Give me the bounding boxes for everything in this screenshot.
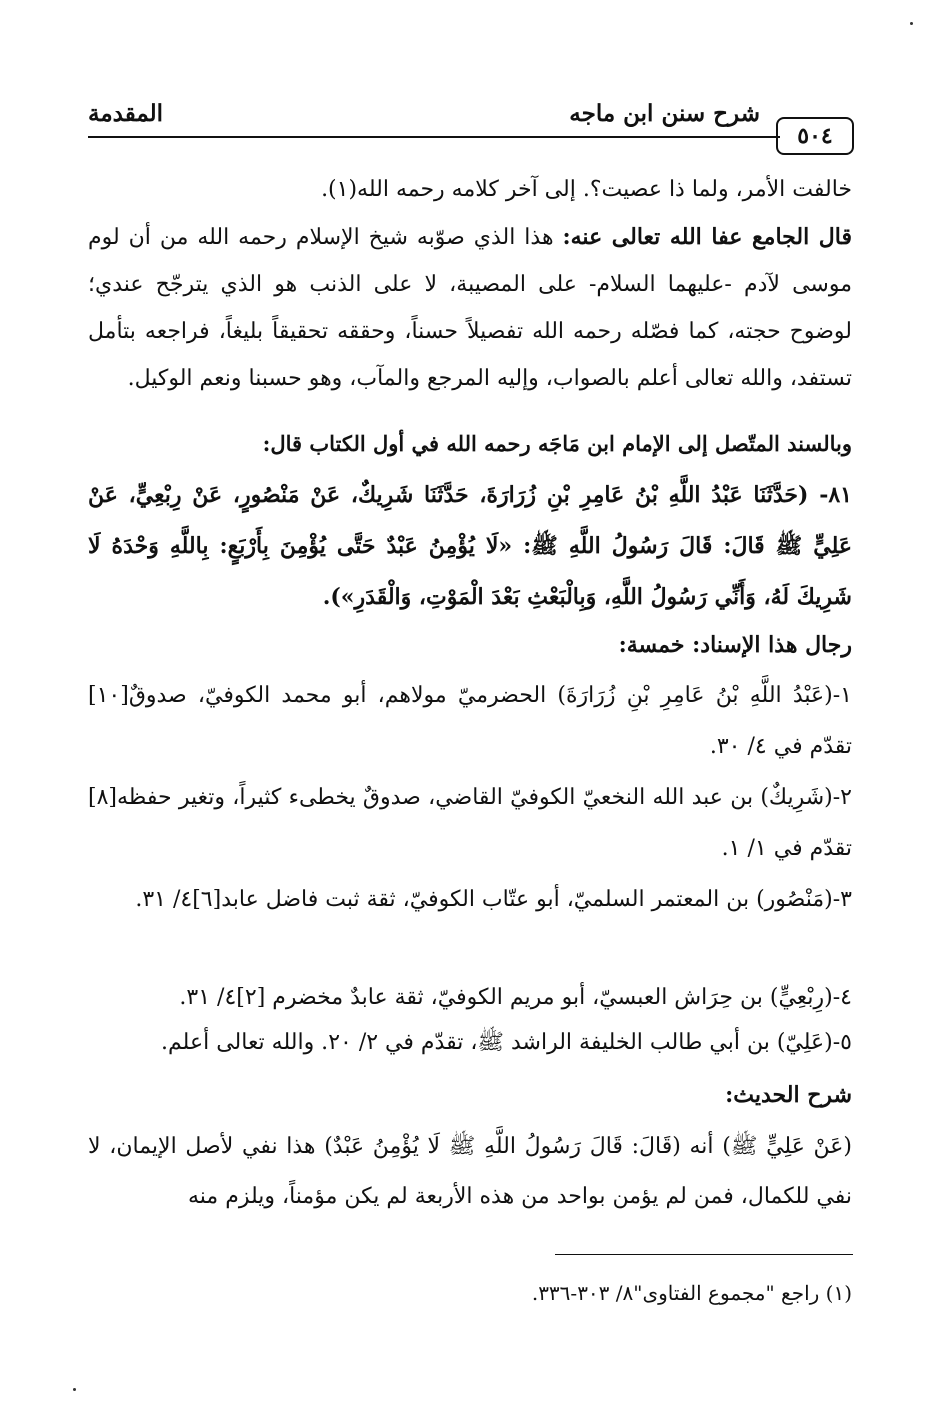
scan-speck [73, 1388, 76, 1391]
footnote: (١) راجع "مجموع الفتاوى"٨/ ٣٠٣-٣٣٦. [531, 1281, 852, 1305]
paragraph-continuation: خالفت الأمر، ولما ذا عصيت؟. إلى آخر كلامه رحمه الله(١). [321, 177, 852, 202]
narrator-1: ١-(عَبْدُ اللَّهِ بْنُ عَامِرِ بْنِ زُرَارَةَ) الحضرميّ مولاهم، أبو محمد الكوفيّ، صدوقٌ[١٠] تقدّم في ٤/ ٣٠. [88, 683, 852, 759]
footnote-rule [555, 1254, 853, 1255]
narrator-3: ٣-(مَنْصُور) بن المعتمر السلميّ، أبو عتّاب الكوفيّ، ثقة ثبت فاضل عابد[٦]٤/ ٣١. [135, 887, 852, 912]
sharh-heading: شرح الحديث: [725, 1082, 852, 1108]
narrator-2: ٢-(شَرِيكٌ) بن عبد الله النخعيّ الكوفيّ القاضي، صدوقٌ يخطىء كثيراً، وتغير حفظه[٨] تقدّم في ١/ ١. [88, 785, 852, 861]
hadith-81: ٨١- (حَدَّثَنَا عَبْدُ اللَّهِ بْنُ عَامِرِ بْنِ زُرَارَةَ، حَدَّثَنَا شَرِيكٌ، عَنْ مَنْصُورٍ، عَنْ رِبْعِيٍّ، عَنْ عَلِيٍّ ﷺ قَالَ: قَالَ رَسُولُ اللَّهِ ﷺ: «لَا يُؤْمِنُ عَبْدٌ حَتَّى يُؤْمِنَ بِأَرْبَعٍ: بِاللَّهِ وَحْدَهُ لَا شَرِيكَ لَهُ، وَأَنِّي رَسُولُ اللَّهِ، وَبِالْبَعْثِ بَعْدَ الْمَوْتِ، وَالْقَدَرِ»). [88, 482, 852, 610]
narrator-5: ٥-(عَلِيّ) بن أبي طالب الخليفة الراشد ﷺ، تقدّم في ٢/ ٢٠. والله تعالى أعلم. [161, 1030, 852, 1055]
narrator-4: ٤-(رِبْعِيٍّ) بن حِرَاش العبسيّ، أبو مريم الكوفيّ، ثقة عابدٌ مخضرم [٢]٤/ ٣١. [179, 985, 852, 1010]
sanad-heading: وبالسند المتّصل إلى الإمام ابن مَاجَه رحمه الله في أول الكتاب قال: [262, 431, 852, 456]
scan-speck [910, 22, 913, 25]
compiler-note-lead: قال الجامع عفا الله تعالى عنه: [562, 224, 853, 250]
header-rule [88, 136, 780, 138]
running-header-book-title: شرح سنن ابن ماجه [569, 100, 760, 127]
page-number: ٥٠٤ [776, 117, 854, 155]
running-header-section: المقدمة [88, 100, 164, 127]
rijal-heading: رجال هذا الإسناد: خمسة: [618, 632, 852, 658]
sharh-paragraph: (عَنْ عَلِيٍّ ﷺ) أنه (قَالَ: قَالَ رَسُولُ اللَّهِ ﷺ لَا يُؤْمِنُ عَبْدٌ) هذا نفي لأصل الإيمان، لا نفي للكمال، فمن لم يؤمن بواحد من هذه الأربعة لم يكن مؤمناً، ويلزم منه [88, 1134, 852, 1209]
compiler-note-text: هذا الذي صوّبه شيخ الإسلام رحمه الله من أن لوم موسى لآدم -عليهما السلام- على المصيبة، لا على الذنب هو الذي يترجّح عندي؛ لوضوح حجته، كما فصّله رحمه الله تفصيلاً حسناً، وحققه تحقيقاً بليغاً، فراجعه بتأمل تستفد، والله تعالى أعلم بالصواب، وإليه المرجع والمآب، وهو حسبنا ونعم الوكيل. [88, 225, 852, 391]
paragraph-compiler-note [88, 214, 852, 402]
